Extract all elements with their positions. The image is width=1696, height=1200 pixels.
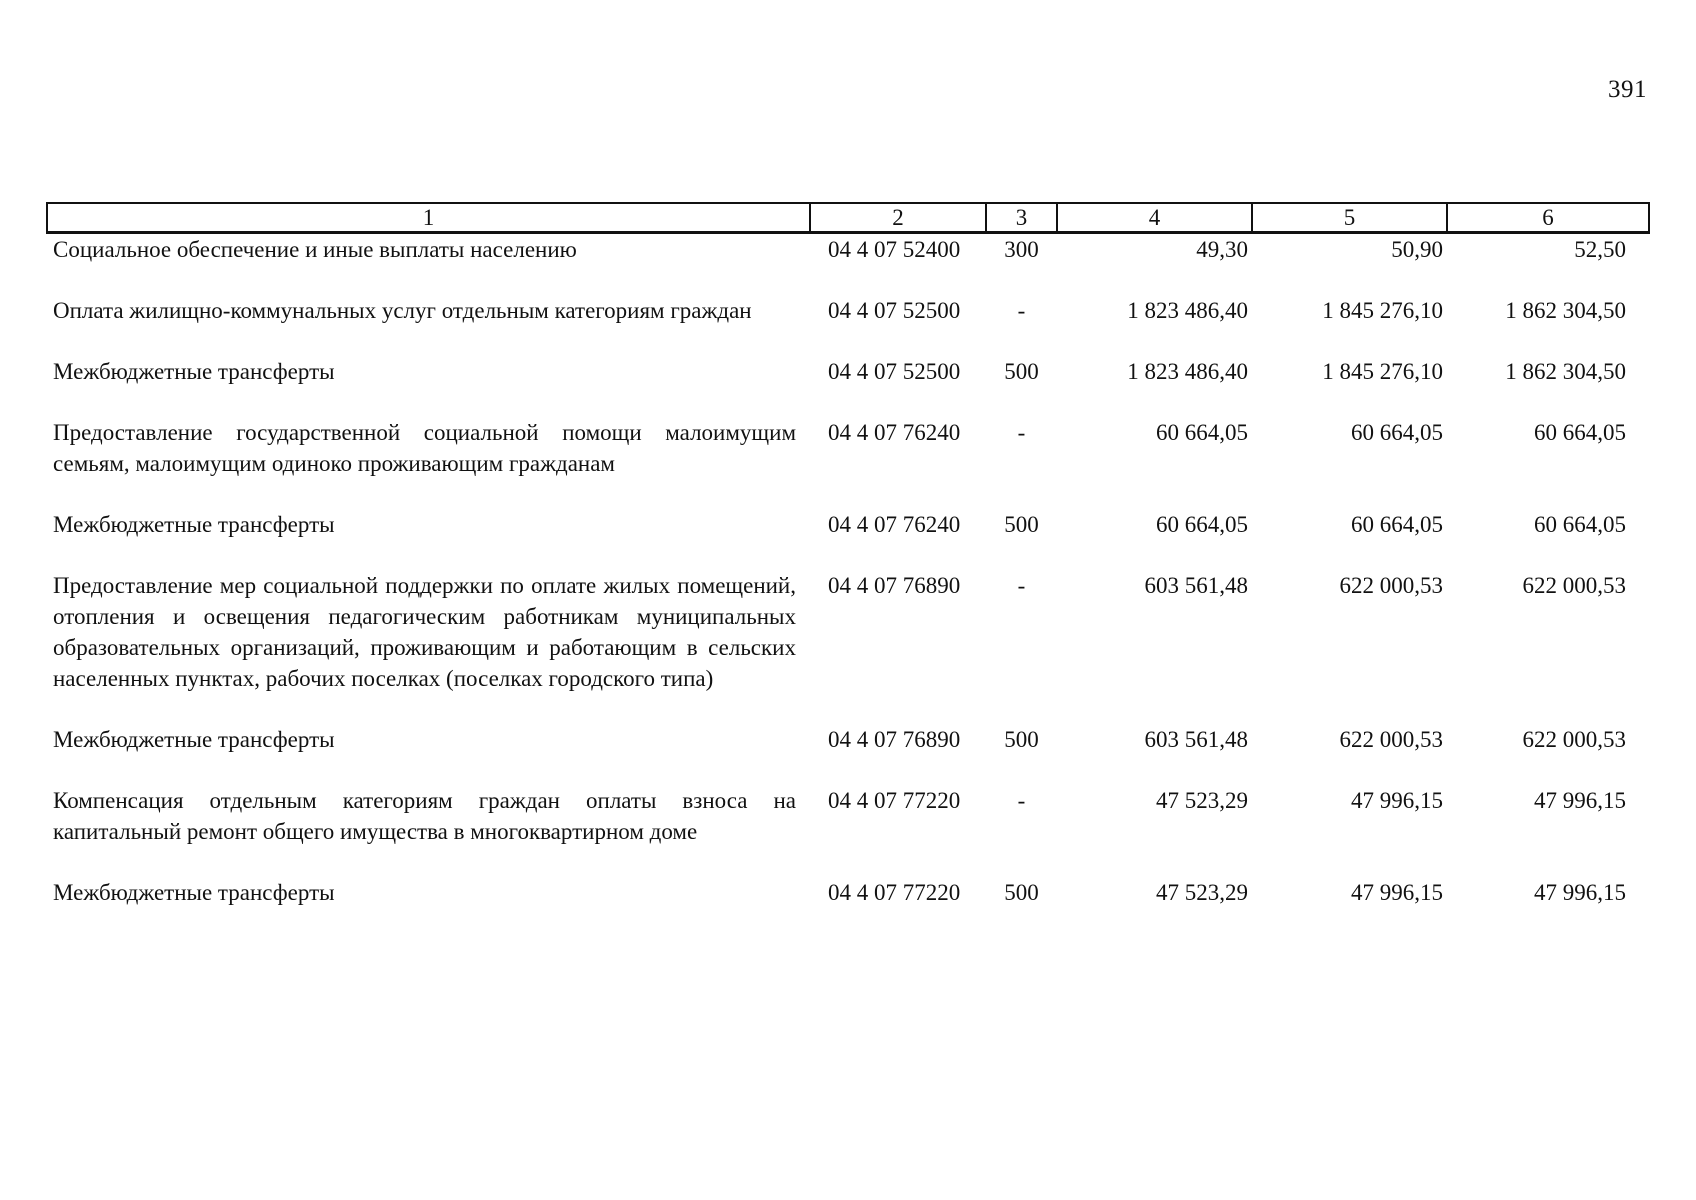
row-name: Межбюджетные трансферты: [53, 359, 335, 384]
row-type: -: [1017, 573, 1026, 598]
row-value-col5: 47 996,15: [1351, 880, 1443, 905]
row-value-col4: 49,30: [1196, 237, 1248, 262]
row-type: -: [1017, 298, 1026, 323]
header-col-6: 6: [1447, 203, 1649, 233]
row-code: 04 4 07 76240: [828, 420, 961, 445]
header-col-4: 4: [1057, 203, 1252, 233]
row-value-col6: 622 000,53: [1522, 727, 1626, 752]
row-value-col5: 50,90: [1391, 237, 1443, 262]
table-row: [47, 877, 1649, 938]
row-value-col6: 47 996,15: [1534, 880, 1626, 905]
row-type: -: [1017, 788, 1026, 813]
row-code: 04 4 07 52500: [828, 298, 961, 323]
row-code: 04 4 07 76240: [828, 512, 961, 537]
row-value-col4: 47 523,29: [1156, 788, 1248, 813]
row-type: 500: [1004, 512, 1039, 537]
row-name: Межбюджетные трансферты: [53, 512, 335, 537]
row-value-col4: 60 664,05: [1156, 420, 1248, 445]
table-row: [47, 570, 1649, 724]
row-name: Социальное обеспечение и иные выплаты населению: [53, 237, 577, 262]
row-value-col6: 622 000,53: [1522, 573, 1626, 598]
row-code: 04 4 07 52500: [828, 359, 961, 384]
row-type: 500: [1004, 880, 1039, 905]
row-type: -: [1017, 420, 1026, 445]
row-value-col6: 60 664,05: [1534, 420, 1626, 445]
row-name: Межбюджетные трансферты: [53, 727, 335, 752]
header-col-2: 2: [810, 203, 986, 233]
table-row: [47, 417, 1649, 509]
row-code: 04 4 07 52400: [828, 237, 961, 262]
row-type: 300: [1004, 237, 1039, 262]
table-row: [47, 724, 1649, 785]
table-row: [47, 233, 1649, 296]
row-value-col6: 1 862 304,50: [1505, 359, 1626, 384]
row-value-col6: 52,50: [1574, 237, 1626, 262]
row-value-col4: 1 823 486,40: [1127, 298, 1248, 323]
row-value-col4: 603 561,48: [1144, 727, 1248, 752]
row-value-col5: 60 664,05: [1351, 512, 1443, 537]
row-name: Предоставление мер социальной поддержки по оплате жилых помещений, отопления и освещения педагогическим работникам муниципальных образовательных организаций, проживающим и работающим в сельских населенных пунктах, рабочих поселках (поселках городского типа): [53, 573, 796, 691]
table-row: [47, 509, 1649, 570]
table-row: [47, 295, 1649, 356]
header-col-5: 5: [1252, 203, 1447, 233]
row-code: 04 4 07 76890: [828, 727, 961, 752]
row-value-col5: 47 996,15: [1351, 788, 1443, 813]
row-value-col5: 622 000,53: [1339, 727, 1443, 752]
row-value-col5: 1 845 276,10: [1322, 359, 1443, 384]
row-value-col6: 60 664,05: [1534, 512, 1626, 537]
budget-table: [46, 202, 1650, 938]
row-code: 04 4 07 77220: [828, 880, 961, 905]
table-row: [47, 356, 1649, 417]
row-value-col4: 603 561,48: [1144, 573, 1248, 598]
row-value-col4: 60 664,05: [1156, 512, 1248, 537]
row-name: Компенсация отдельным категориям граждан оплаты взноса на капитальный ремонт общего имущества в многоквартирном доме: [53, 788, 796, 844]
table-row: [47, 785, 1649, 877]
row-name: Оплата жилищно-коммунальных услуг отдельным категориям граждан: [53, 298, 752, 323]
row-name: Предоставление государственной социальной помощи малоимущим семьям, малоимущим одиноко проживающим гражданам: [53, 420, 796, 476]
row-value-col4: 47 523,29: [1156, 880, 1248, 905]
page-number: 391: [1608, 76, 1647, 103]
row-code: 04 4 07 77220: [828, 788, 961, 813]
header-col-1: 1: [47, 203, 810, 233]
row-name: Межбюджетные трансферты: [53, 880, 335, 905]
row-value-col5: 1 845 276,10: [1322, 298, 1443, 323]
row-value-col6: 47 996,15: [1534, 788, 1626, 813]
row-value-col6: 1 862 304,50: [1505, 298, 1626, 323]
row-type: 500: [1004, 359, 1039, 384]
row-value-col4: 1 823 486,40: [1127, 359, 1248, 384]
table-header-row: [47, 203, 1649, 233]
row-value-col5: 622 000,53: [1339, 573, 1443, 598]
header-col-3: 3: [986, 203, 1057, 233]
row-type: 500: [1004, 727, 1039, 752]
row-value-col5: 60 664,05: [1351, 420, 1443, 445]
row-code: 04 4 07 76890: [828, 573, 961, 598]
